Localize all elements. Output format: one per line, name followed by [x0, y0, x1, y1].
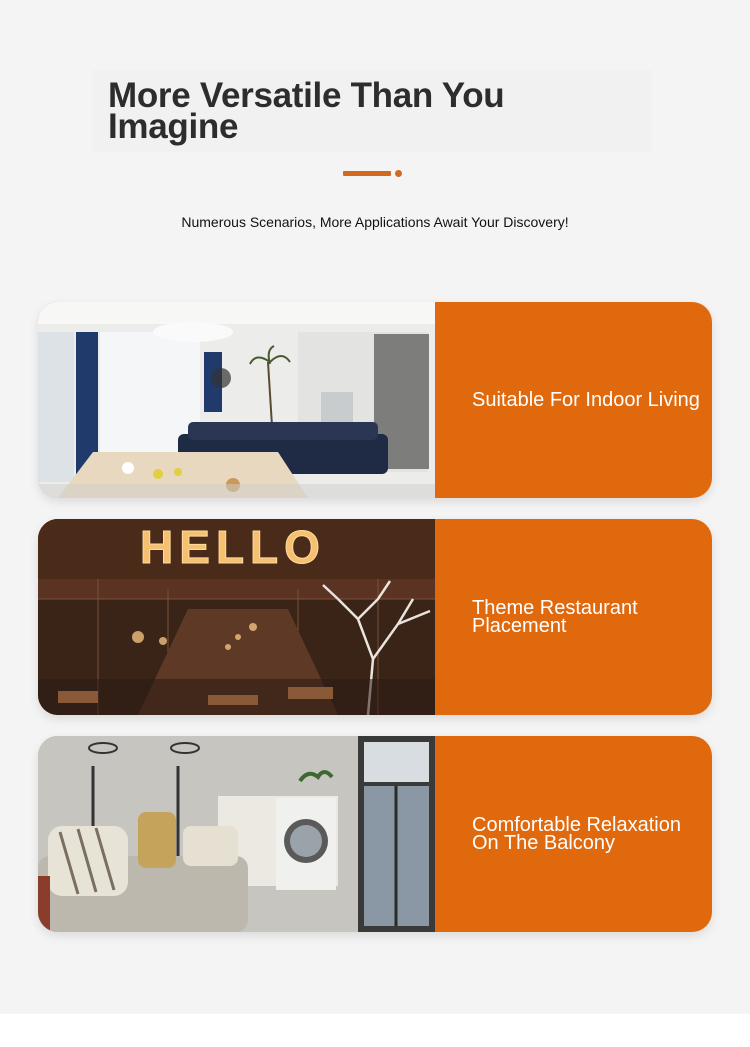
scenario-card-balcony	[38, 736, 712, 932]
page-title: More Versatile Than You Imagine	[108, 76, 505, 146]
scenario-label-balcony: Comfortable Relaxation On The Balcony	[472, 814, 681, 854]
scenario-label-restaurant: Theme Restaurant Placement	[472, 597, 638, 637]
title-divider-bar	[343, 171, 391, 176]
scenario-card-restaurant	[38, 519, 712, 715]
scenario-label-indoor: Suitable For Indoor Living	[472, 389, 700, 411]
page-subtitle: Numerous Scenarios, More Applications Await Your Discovery!	[181, 214, 569, 230]
scenario-card-indoor	[38, 302, 712, 498]
title-divider-dot	[395, 170, 402, 177]
page-bottom-strip	[0, 1014, 750, 1047]
balcony-lounge-photo	[38, 736, 435, 932]
themed-restaurant-hello-sign-photo	[38, 519, 435, 715]
indoor-living-room-photo	[38, 302, 435, 498]
hello-sign-text: HELLO	[140, 521, 326, 573]
